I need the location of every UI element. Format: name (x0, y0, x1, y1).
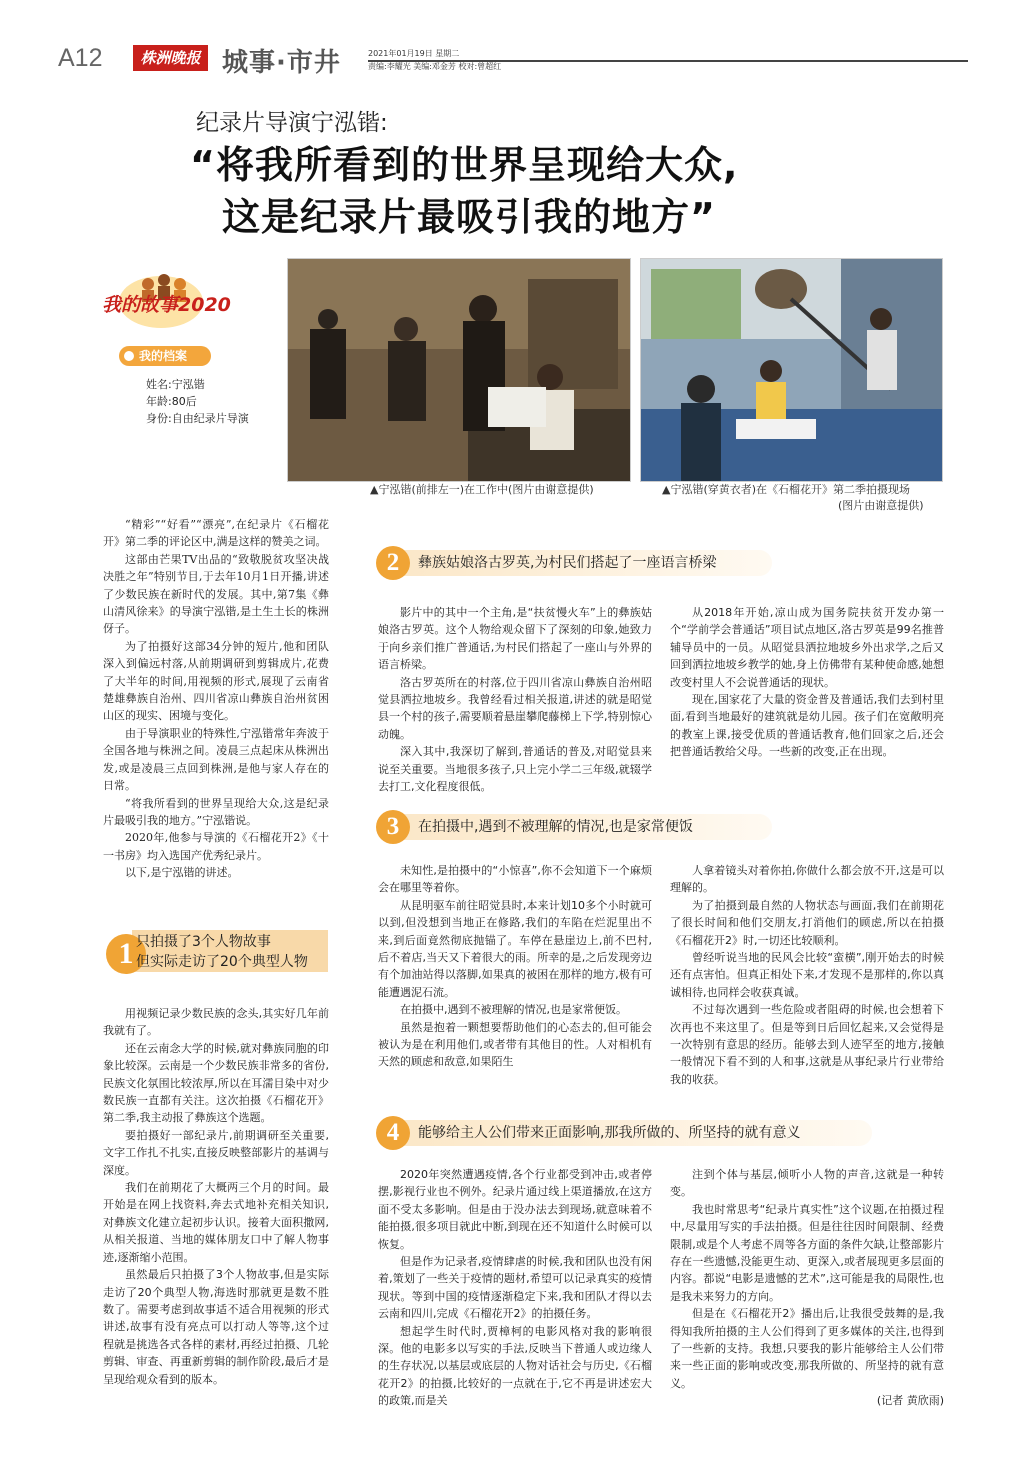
section-4-column-a (378, 1166, 652, 1410)
kicker: 纪录片导演宁泓锴: (196, 110, 388, 136)
section-4-paragraph: 我也时常思考“纪录片真实性”这个议题,在拍摄过程中,尽量用写实的手法拍摄。但是往往因时间限制、经费限制,或是个人考虑不周等各方面的条件欠缺,让整部影片存在一些遗憾,没能更生动、更深入,或者展现更多层面的内容。都说“电影是遗憾的艺术”,这可能是我的局限性,也是我未来努力的方向。 (670, 1202, 944, 1303)
header-meta (368, 48, 459, 59)
byline: (记者 黄欣雨) (876, 1394, 944, 1408)
section-1-paragraph: 虽然最后只拍摄了3个人物故事,但是实际走访了20个典型人物,海选时那就更是数不胜数了。需要考虑到故事适不适合用视频的形式讲述,故事有没有亮点可以打动人等等,这个过程就是挑选各式各样的素材,再经过拍摄、几轮剪辑、审查、再重新剪辑的制作阶段,最后才是呈现给观众看到的版本。 (103, 1268, 329, 1386)
intro-paragraph: 由于导演职业的特殊性,宁泓锴常年奔波于全国各地与株洲之间。凌晨三点起床从株洲出发,或是凌晨三点回到株洲,是他与家人存在的日常。 (103, 726, 329, 793)
section-4-paragraph: 注到个体与基层,倾听小人物的声音,这就是一种转变。 (670, 1168, 944, 1199)
photo-director-working (287, 258, 631, 482)
section-3-paragraph: 未知性,是拍摄中的“小惊喜”,你不会知道下一个麻烦会在哪里等着你。 (378, 864, 652, 895)
section-4-number: 4 (376, 1116, 410, 1150)
caption-left: ▲宁泓锴(前排左一)在工作中(图片由谢意提供) (370, 483, 594, 496)
section-name: 城事·市井 (222, 48, 341, 78)
section-1-paragraph: 用视频记录少数民族的念头,其实好几年前我就有了。 (103, 1007, 329, 1038)
section-2-column-a (378, 604, 652, 795)
caption-right: ▲宁泓锴(穿黄衣者)在《石榴花开》第二季拍摄现场 (662, 483, 911, 496)
section-2-paragraph: 现在,国家花了大量的资金普及普通话,我们去到村里面,看到当地最好的建筑就是幼儿园。孩子们在宽敞明亮的教室上课,接受优质的普通话教育,他们回家之后,还会把普通话教给父母。一些新的改变,正在出现。 (670, 693, 944, 759)
section-3-column-a (378, 862, 652, 1071)
section-2-number: 2 (376, 546, 410, 580)
section-4-paragraph: 但是在《石榴花开2》播出后,让我很受鼓舞的是,我得知我所拍摄的主人公们得到了更多媒体的关注,也得到了一些新的支持。我想,只要我的影片能够给主人公们带来一些正面的影响或改变,那我所做的、所坚持的就有意义。 (670, 1307, 944, 1390)
section-2-paragraph: 深入其中,我深切了解到,普通话的普及,对昭觉县来说至关重要。当地很多孩子,只上完小学二三年级,就辍学去打工,文化程度很低。 (378, 745, 652, 794)
intro-paragraph: 为了拍摄好这部34分钟的短片,他和团队深入到偏远村落,从前期调研到剪辑成片,花费了大半年的时间,用视频的形式,展现了云南省楚雄彝族自治州、四川省凉山彝族自治州贫困山区的现实、困境与变化。 (103, 639, 329, 723)
section-1-paragraph: 我们在前期花了大概两三个月的时间。最开始是在网上找资料,奔去式地补充相关知识,对彝族文化建立起初步认识。接着大面积撒网,从相关报道、当地的媒体朋友口中了解人物事迹,逐渐缩小范围。 (103, 1181, 329, 1264)
intro-paragraph: “精彩”“好看”“漂亮”,在纪录片《石榴花开》第二季的评论区中,满是这样的赞美之词。 (103, 518, 329, 549)
section-3-paragraph: 人拿着镜头对着你拍,你做什么都会放不开,这是可以理解的。 (670, 864, 944, 895)
profile-age: 年龄:80后 (146, 395, 197, 408)
section-4-paragraph: 想起学生时代时,贾樟柯的电影风格对我的影响很深。他的电影多以写实的手法,反映当下普通人或边缘人的生存状况,以基层或底层的人物对话社会与历史,《石榴花开2》的拍摄,比较好的一点就在于,它不再是讲述宏大的政策,而是关 (378, 1324, 652, 1408)
section-1-paragraph: 还在云南念大学的时候,就对彝族同胞的印象比较深。云南是一个少数民族非常多的省份,民族文化氛围比较浓厚,所以在耳濡目染中对少数民族一直都有关注。这次拍摄《石榴花开》第二季,我主动报了彝族这个选题。 (103, 1041, 329, 1125)
section-4-title: 能够给主人公们带来正面影响,那我所做的、所坚持的就有意义 (418, 1125, 801, 1141)
section-2-title: 彝族姑娘洛古罗英,为村民们搭起了一座语言桥梁 (418, 555, 717, 571)
section-2-paragraph: 从2018年开始,凉山成为国务院扶贫开发办第一个“学前学会普通话”项目试点地区,洛古罗英是99名推普辅导员中的一员。从昭觉县洒拉地坡乡外出求学,之后又回到洒拉地坡乡教学的她,身上仿佛带有某种使命感,她想改变村里人不会说普通话的现状。 (670, 606, 944, 689)
intro-column (103, 516, 329, 882)
section-2-column-b (670, 604, 944, 761)
intro-paragraph: 这部由芒果TV出品的“致敬脱贫攻坚决战决胜之年”特别节目,于去年10月1日开播,讲述了少数民族在新时代的发展。其中,第7集《彝山清风徐来》的导演宁泓锴,是土生土长的株洲伢子。 (103, 552, 329, 636)
story-badge-title: 我的故事2020 (102, 294, 231, 316)
intro-paragraph: 2020年,他参与导演的《石榴花开2》《十一书房》均入选国产优秀纪录片。 (103, 831, 329, 862)
photo-train-shoot (640, 258, 943, 482)
section-3-paragraph: 曾经听说当地的民风会比较“蛮横”,刚开始去的时候还有点害怕。但真正相处下来,才发现不是那样的,你以真诚相待,也同样会收获真诚。 (670, 951, 944, 999)
newspaper-logo: 株洲晚报 (133, 45, 208, 71)
profile-dot-icon (124, 351, 134, 361)
section-4-column-b (670, 1166, 944, 1410)
caption-right-credit: (图片由谢意提供) (838, 499, 924, 512)
section-3-number: 3 (376, 810, 410, 844)
profile-name: 姓名:宁泓锴 (146, 378, 205, 391)
intro-paragraph: “将我所看到的世界呈现给大众,这是纪录片最吸引我的地方。”宁泓锴说。 (103, 796, 329, 827)
section-1-body (103, 1005, 329, 1388)
section-3-paragraph: 为了拍摄到最自然的人物状态与画面,我们在前期花了很长时间和他们交朋友,打消他们的顾虑,所以在拍摄《石榴花开2》时,一切还比较顺利。 (670, 898, 944, 947)
intro-paragraph: 以下,是宁泓锴的讲述。 (125, 866, 239, 880)
section-1-title-line-2: 但实际走访了20个典型人物 (136, 954, 308, 970)
section-4-paragraph: 但是作为记录者,疫情肆虐的时候,我和团队也没有闲着,策划了一些关于疫情的题材,希望可以记录真实的疫情现状。等到中国的疫情逐渐稳定下来,我和团队才得以去云南和四川,完成《石榴花开2》的拍摄任务。 (378, 1255, 652, 1321)
section-2-paragraph: 洛古罗英所在的村落,位于四川省凉山彝族自治州昭觉县洒拉地坡乡。我曾经看过相关报道,讲述的就是昭觉县一个村的孩子,需要顺着悬崖攀爬藤梯上下学,特别惊心动魄。 (378, 675, 652, 741)
section-1-paragraph: 要拍摄好一部纪录片,前期调研至关重要,文字工作扎不扎实,直接反映整部影片的基调与深度。 (103, 1128, 329, 1177)
profile-info (146, 376, 249, 427)
staff-line: 责编:李耀光 美编:邓金芳 校对:曾超红 (368, 62, 502, 71)
section-1-title-line-1: 只拍摄了3个人物故事 (136, 934, 271, 950)
section-3-title: 在拍摄中,遇到不被理解的情况,也是家常便饭 (418, 819, 693, 835)
section-2-paragraph: 影片中的其中一个主角,是“扶贫慢火车”上的彝族姑娘洛古罗英。这个人物给观众留下了深刻的印象,她致力于向乡亲们推广普通话,为村民们搭起了一座山与外界的语言桥梁。 (378, 606, 652, 672)
section-3-paragraph: 虽然是抱着一颗想要帮助他们的心态去的,但可能会被认为是在利用他们,或者带有其他目的性。人对相机有天然的顾虑和敌意,如果陌生 (378, 1020, 652, 1069)
date-line: 2021年01月19日 星期二 (368, 49, 460, 58)
headline-line-1: “将我所看到的世界呈现给大众, (190, 143, 739, 187)
section-4-paragraph: 2020年突然遭遇疫情,各个行业都受到冲击,或者停摆,影视行业也不例外。纪录片通过线上渠道播放,在这方面不受太多影响。但是由于没办法去到现场,就意味着不能拍摄,很多项目就此中断,到现在还不知道什么时候可以恢复。 (378, 1168, 652, 1251)
section-3-paragraph: 从昆明驱车前往昭觉县时,本来计划10多个小时就可以到,但没想到当地正在修路,我们的车陷在烂泥里出不来,到后面竟然彻底抛锚了。车停在悬崖边上,前不巴村,后不着店,当天又下着很大的雨。所幸的是,之后发现旁边有个加油站得以落脚,如果真的被困在那样的地方,极有可能遭遇泥石流。 (378, 898, 652, 999)
profile-role: 身份:自由纪录片导演 (146, 412, 249, 425)
page-number: A12 (58, 44, 103, 72)
section-3-paragraph: 不过每次遇到一些危险或者阻碍的时候,也会想着下次再也不来这里了。但是等到日后回忆起来,又会觉得是一次特别有意思的经历。能够去到人迹罕至的地方,接触一般情况下看不到的人和事,这就是从事纪录片行业带给我的收获。 (670, 1003, 944, 1086)
section-1-number: 1 (106, 934, 146, 974)
profile-tag: 我的档案 (119, 346, 211, 366)
section-3-column-b (670, 862, 944, 1088)
section-3-paragraph: 在拍摄中,遇到不被理解的情况,也是家常便饭。 (400, 1003, 627, 1017)
headline-line-2: 这是纪录片最吸引我的地方” (222, 195, 716, 239)
